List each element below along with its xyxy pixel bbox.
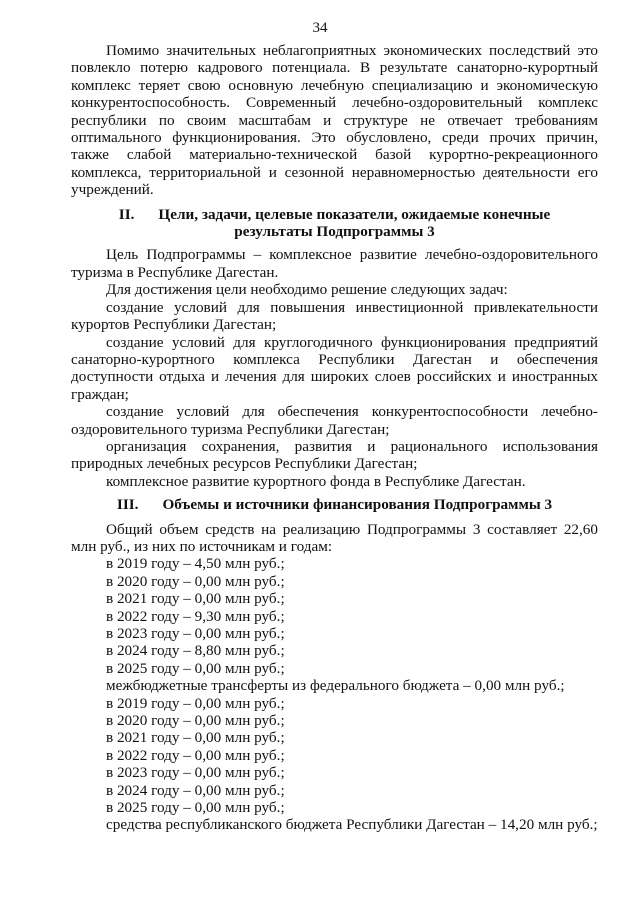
funding-total-paragraph: Общий объем средств на реализацию Подпрограммы 3 составляет 22,60 млн руб., из них по источникам и годам: xyxy=(71,520,598,555)
task-item: комплексное развитие курортного фонда в Республике Дагестан. xyxy=(106,472,526,490)
task-item: создание условий для повышения инвестиционной привлекательности курортов Республики Дагестан; xyxy=(71,298,598,334)
federal-year-line: в 2022 году – 0,00 млн руб.; xyxy=(106,746,285,764)
section-3-title: Объемы и источники финансирования Подпрограммы 3 xyxy=(162,496,553,514)
funding-year-line: в 2024 году – 8,80 млн руб.; xyxy=(106,642,285,660)
federal-year-line: в 2019 году – 0,00 млн руб.; xyxy=(106,694,285,712)
funding-year-line: в 2025 году – 0,00 млн руб.; xyxy=(106,659,285,677)
goal-paragraph: Цель Подпрограммы – комплексное развитие лечебно-оздоровительного туризма в Республике Дагестан. xyxy=(71,246,598,281)
section-3-number: III. xyxy=(116,496,139,514)
intro-paragraph: Помимо значительных неблагоприятных экономических последствий это повлекло потерю кадрового потенциала. В результате санаторно-курортный комплекс теряет свою основную лечебную специализацию и экономическую конкурентоспособность. Современный лечебно-оздоровительный комплекс республики по своим масштабам и структуре не отвечает требованиям оптимального функционирования. Это обусловлено, среди прочих причин, также слабой материально-технической базой курортно-рекреационного комплекса, территориальной и сезонной неравномерностью деятельности его учреждений. xyxy=(71,42,598,199)
federal-year-line: в 2020 году – 0,00 млн руб.; xyxy=(106,712,285,730)
federal-year-line: в 2023 году – 0,00 млн руб.; xyxy=(106,764,285,782)
funding-year-line: в 2023 году – 0,00 млн руб.; xyxy=(106,625,285,642)
republic-funding-paragraph: средства республиканского бюджета Республики Дагестан – 14,20 млн руб.; xyxy=(106,816,598,834)
section-2-title-line2: результаты Подпрограммы 3 xyxy=(234,223,435,241)
funding-year-line: в 2021 году – 0,00 млн руб.; xyxy=(106,590,285,608)
funding-year-line: в 2019 году – 4,50 млн руб.; xyxy=(106,555,285,573)
section-3-heading xyxy=(71,496,598,513)
section-2-title-line1: Цели, задачи, целевые показатели, ожидаемые конечные xyxy=(158,205,551,223)
page-number: 34 xyxy=(312,20,328,36)
federal-year-line: в 2024 году – 0,00 млн руб.; xyxy=(106,781,285,799)
federal-year-line: в 2021 году – 0,00 млн руб.; xyxy=(106,729,285,747)
funding-year-line: в 2020 году – 0,00 млн руб.; xyxy=(106,572,285,590)
task-item: создание условий для обеспечения конкурентоспособности лечебно-оздоровительного туризма Республики Дагестан; xyxy=(71,403,598,438)
federal-funding-line: межбюджетные трансферты из федерального бюджета – 0,00 млн руб.; xyxy=(106,677,565,695)
funding-year-line: в 2022 году – 9,30 млн руб.; xyxy=(106,607,285,625)
section-2-heading xyxy=(71,206,598,241)
federal-year-line: в 2025 году – 0,00 млн руб.; xyxy=(106,799,285,817)
task-item: создание условий для круглогодичного функционирования предприятий санаторно-курортного комплекса Республики Дагестан и обеспечения доступности отдыха и лечения для широких слоев российских и иностранных граждан; xyxy=(71,333,598,403)
section-2-number: II. xyxy=(118,205,135,223)
tasks-intro: Для достижения цели необходимо решение следующих задач: xyxy=(106,281,508,299)
task-item: организация сохранения, развития и рационального использования природных лечебных ресурсов Республики Дагестан; xyxy=(71,437,598,473)
document-body xyxy=(71,42,598,834)
